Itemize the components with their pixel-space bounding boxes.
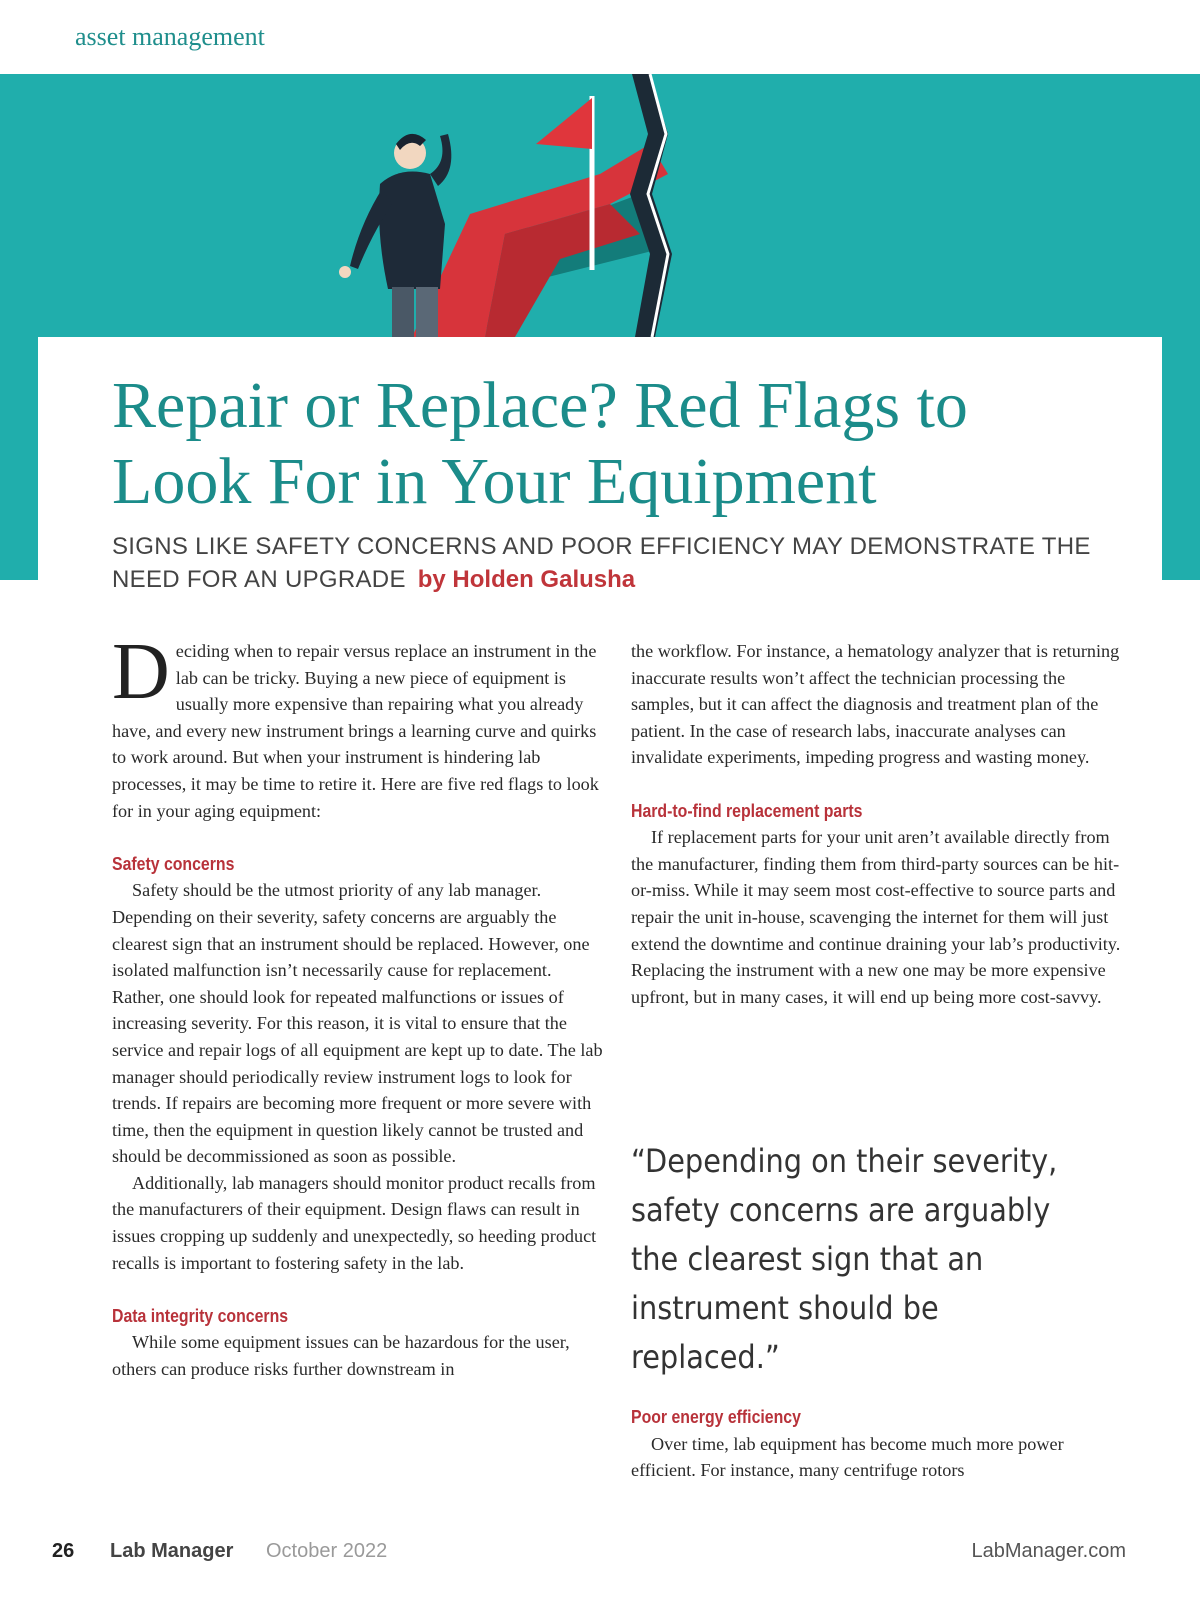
byline: by Holden Galusha — [417, 566, 636, 593]
issue-date: October 2022 — [266, 1540, 388, 1562]
intro-text: eciding when to repair versus replace an instrument in the lab can be tricky. Buying a new piece of equipment is usually more expensive than repairing what you already have, and every new instrument brings a learning curve and quirks to work around. But when your instrument is hindering lab processes, it may be time to retire it. Here are five red flags to look for in your aging equipment: — [112, 641, 599, 821]
heading-replacement-parts: Hard-to-find replacement parts — [631, 800, 863, 821]
page-number: 26 — [52, 1540, 75, 1562]
energy-efficiency-paragraph: Over time, lab equipment has become much more power efficient. For instance, many centrifuge rotors — [631, 1433, 1064, 1481]
person-figure — [339, 134, 451, 337]
heading-safety: Safety concerns — [112, 853, 235, 874]
right-column-lower — [631, 1404, 1123, 1484]
data-integrity-continued: the workflow. For instance, a hematology analyzer that is returning inaccurate results won’t affect the technician processing the samples, but it can affect the diagnosis and treatment plan of the patient. In the case of research labs, inaccurate analyses can invalidate experiments, impeding progress and wasting money. — [631, 641, 1120, 768]
left-column — [112, 628, 604, 1383]
replacement-parts-paragraph: If replacement parts for your unit aren’t available directly from the manufacturer, finding them from third-party sources can be hit-or-miss. While it may seem most cost-effective to source parts and repair the unit in-house, scavenging the internet for them will just extend the downtime and continue draining your lab’s productivity. Replacing the instrument with a new one may be more expensive upfront, but in many cases, it will end up being more cost-savvy. — [631, 827, 1121, 1007]
article-title: Repair or Replace? Red Flags to Look For in Your Equipment — [112, 369, 968, 518]
website-link[interactable]: LabManager.com — [971, 1540, 1126, 1562]
safety-paragraph-2: Additionally, lab managers should monitor product recalls from the manufacturers of their equipment. Design flaws can result in issues cropping up suddenly and unexpectedly, so heeding product recalls is important to fostering safety in the lab. — [112, 1172, 597, 1273]
right-column — [631, 638, 1123, 1010]
data-integrity-paragraph: While some equipment issues can be hazardous for the user, others can produce risks further downstream in — [112, 1332, 570, 1380]
drop-cap: D — [112, 628, 170, 716]
deck-text: SIGNS LIKE SAFETY CONCERNS AND POOR EFFICIENCY MAY DEMONSTRATE THE NEED FOR AN UPGRADE — [112, 533, 1091, 593]
pull-quote: “Depending on their severity, safety concerns are arguably the clearest sign that an instrument should be replaced.” — [631, 1142, 1058, 1376]
section-label: asset management — [75, 22, 265, 51]
heading-energy-efficiency: Poor energy efficiency — [631, 1407, 801, 1427]
intro-paragraph — [112, 628, 604, 824]
safety-paragraph-1: Safety should be the utmost priority of any lab manager. Depending on their severity, safety concerns are arguably the clearest sign that an instrument should be replaced. However, one isolated malfunction isn’t necessarily cause for replacement. Rather, one should look for repeated malfunctions or issues of increasing severity. For this reason, it is vital to ensure that the service and repair logs of all equipment are kept up to date. The lab manager should periodically review instrument logs to look for trends. If repairs are becoming more frequent or more severe with time, then the equipment in question likely cannot be trusted and should be decommissioned as soon as possible. — [112, 880, 603, 1167]
article-deck — [112, 530, 1112, 596]
page-footer — [0, 1540, 1200, 1574]
magazine-name: Lab Manager — [110, 1540, 234, 1562]
flag-icon — [536, 98, 592, 149]
heading-data-integrity: Data integrity concerns — [112, 1305, 289, 1326]
